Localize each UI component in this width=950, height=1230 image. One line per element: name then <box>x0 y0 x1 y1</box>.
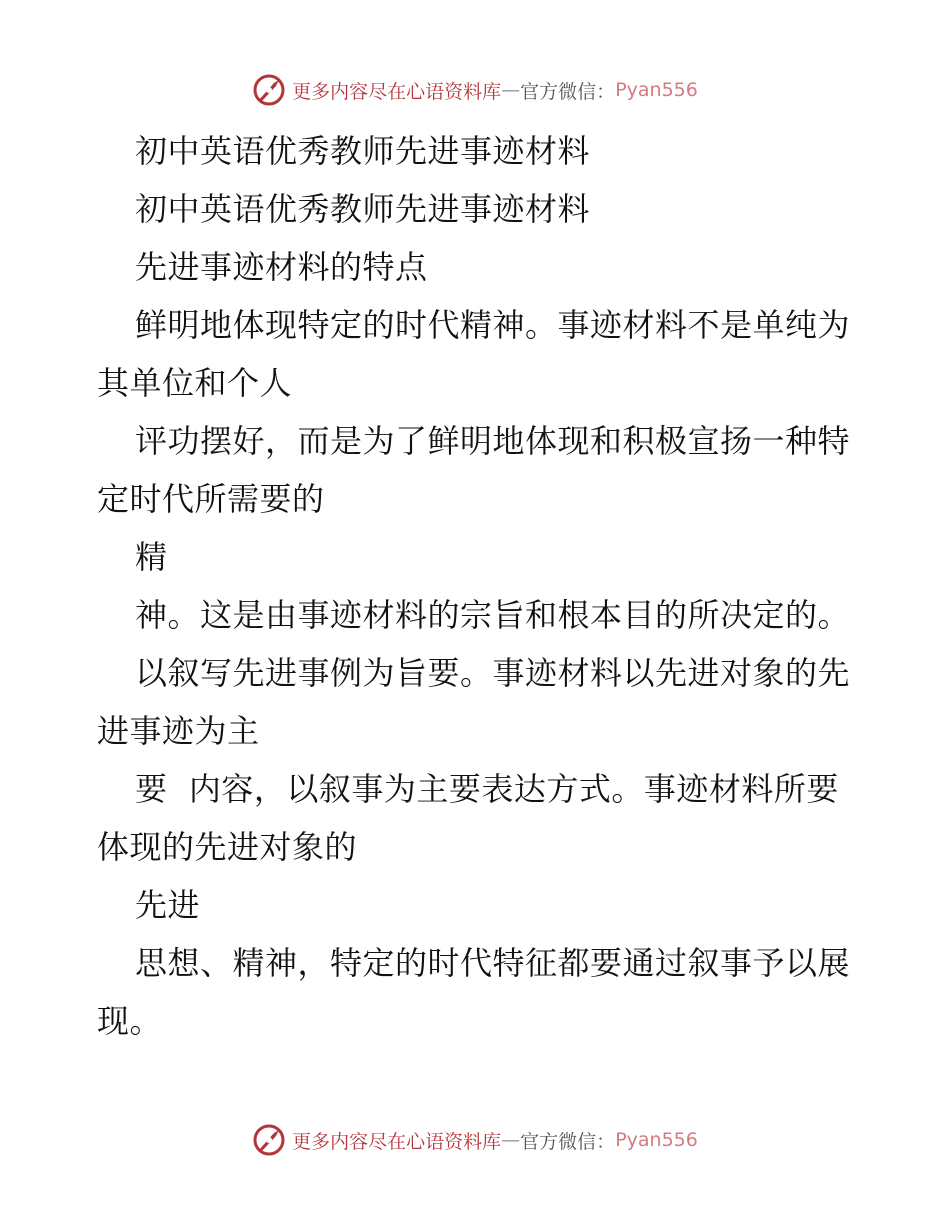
quill-pen-logo-icon <box>252 73 286 107</box>
banner-account: Pyan556 <box>615 1129 698 1151</box>
banner-wechat-label: 官方微信： <box>520 80 616 103</box>
paragraph: 要 内容，以叙事为主要表达方式。事迹材料所要体现的先进对象的 <box>97 770 839 866</box>
paragraph: 思想、精神，特定的时代特征都要通过叙事予以展现。 <box>97 944 851 1040</box>
paragraph: 初中英语优秀教师先进事迹材料 <box>135 132 591 170</box>
banner-separator: — <box>501 1129 521 1151</box>
header-watermark-banner <box>0 70 950 110</box>
paragraph: 评功摆好，而是为了鲜明地体现和积极宣扬一种特定时代所需要的 <box>97 422 851 518</box>
banner-wechat-label: 官方微信： <box>520 1130 616 1153</box>
paragraph: 先进 <box>135 886 201 924</box>
paragraph: 神。这是由事迹材料的宗旨和根本目的所决定的。 <box>135 596 851 634</box>
banner-main-text: 更多内容尽在心语资料库 <box>292 80 502 103</box>
paragraph: 鲜明地体现特定的时代精神。事迹材料不是单纯为其单位和个人 <box>97 306 851 402</box>
banner-account: Pyan556 <box>615 79 698 101</box>
banner-separator: — <box>501 79 521 101</box>
paragraph: 精 <box>135 538 168 576</box>
banner-main-text: 更多内容尽在心语资料库 <box>292 1130 502 1153</box>
paragraph: 以叙写先进事例为旨要。事迹材料以先进对象的先进事迹为主 <box>97 654 851 750</box>
footer-watermark-banner <box>0 1120 950 1160</box>
quill-pen-logo-icon <box>252 1123 286 1157</box>
document-body <box>97 122 857 1050</box>
paragraph: 先进事迹材料的特点 <box>135 248 428 286</box>
paragraph: 初中英语优秀教师先进事迹材料 <box>135 190 591 228</box>
